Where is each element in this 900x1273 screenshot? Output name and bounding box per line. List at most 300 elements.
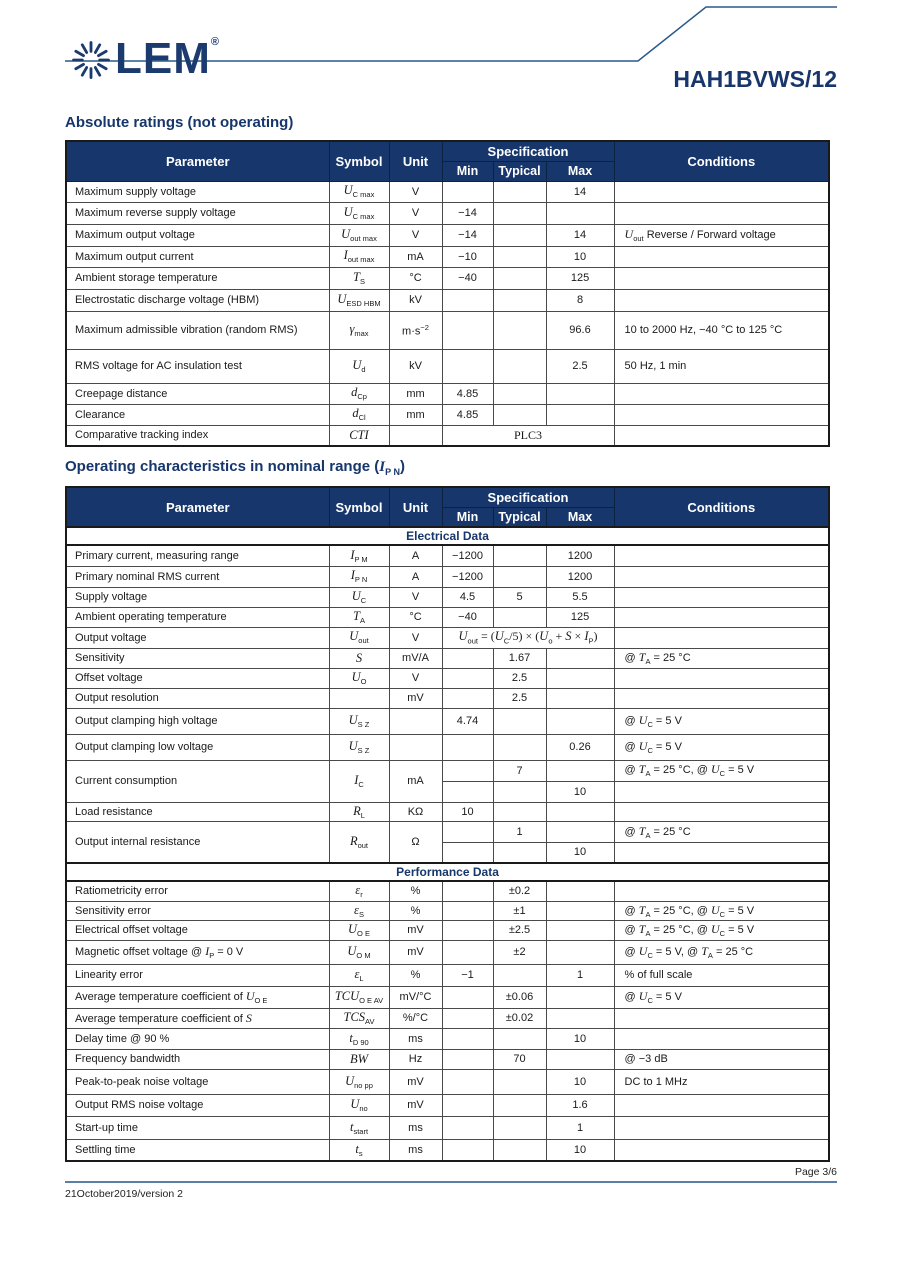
conditions-cell: 50 Hz, 1 min (614, 349, 829, 383)
typical-cell (493, 964, 546, 986)
max-cell: 0.26 (546, 734, 614, 760)
conditions-cell (614, 566, 829, 587)
max-cell (546, 821, 614, 842)
min-cell: 4.5 (442, 587, 493, 607)
section-row (66, 527, 829, 545)
symbol-cell: $t_s$ (329, 1139, 389, 1161)
conditions-cell: @ $U_C = 5$ V (614, 986, 829, 1008)
unit-cell: V (389, 627, 442, 648)
table-row (66, 1049, 829, 1069)
table-row (66, 566, 829, 587)
param-cell: Comparative tracking index (66, 425, 329, 446)
table-row (66, 246, 829, 267)
min-cell (442, 881, 493, 901)
param-cell: Electrical offset voltage (66, 920, 329, 940)
symbol-cell: $U_C$ (329, 587, 389, 607)
typical-cell (493, 383, 546, 404)
typical-cell (493, 781, 546, 802)
unit-cell: V (389, 587, 442, 607)
lem-logo (67, 36, 219, 84)
unit-cell: mV/°C (389, 986, 442, 1008)
typical-cell: ±2 (493, 940, 546, 964)
registered-mark: ® (210, 36, 219, 48)
section-title-operating-characteristics: Operating characteristics in nominal range $(I_{P N})$ (65, 458, 405, 477)
min-cell (442, 1116, 493, 1139)
table-row (66, 587, 829, 607)
symbol-cell: $\gamma_{max}$ (329, 311, 389, 349)
symbol-cell: $U_{out}$ (329, 627, 389, 648)
max-cell: 14 (546, 224, 614, 246)
typical-cell (493, 311, 546, 349)
symbol-cell: $t_{start}$ (329, 1116, 389, 1139)
col-header-symbol: Symbol (329, 141, 389, 181)
conditions-cell: @ $T_A = 25$ °C (614, 821, 829, 842)
col-header-typical: Typical (493, 161, 546, 181)
typical-cell: ±1 (493, 901, 546, 920)
conditions-cell: @ −3 dB (614, 1049, 829, 1069)
unit-cell: A (389, 545, 442, 566)
conditions-cell (614, 1094, 829, 1116)
max-cell (546, 668, 614, 688)
conditions-cell: @ $T_A = 25$ °C, @ $U_C = 5$ V (614, 760, 829, 781)
min-cell: 4.85 (442, 404, 493, 425)
table-row (66, 404, 829, 425)
conditions-cell (614, 383, 829, 404)
table-row (66, 920, 829, 940)
conditions-cell (614, 842, 829, 863)
conditions-cell (614, 1116, 829, 1139)
version-text: 21October2019/version 2 (65, 1188, 183, 1201)
min-cell (442, 1049, 493, 1069)
min-cell (442, 760, 493, 781)
min-cell (442, 920, 493, 940)
col-header-min: Min (442, 507, 493, 527)
min-cell (442, 821, 493, 842)
max-cell: 10 (546, 1028, 614, 1049)
typical-cell: 1.67 (493, 648, 546, 668)
max-cell (546, 688, 614, 708)
col-header-typical: Typical (493, 507, 546, 527)
max-cell (546, 986, 614, 1008)
max-cell: 125 (546, 267, 614, 289)
min-cell (442, 940, 493, 964)
typical-cell (493, 246, 546, 267)
unit-cell: kV (389, 289, 442, 311)
col-header-parameter: Parameter (66, 141, 329, 181)
symbol-cell: $U_{C max}$ (329, 202, 389, 224)
table-row (66, 901, 829, 920)
table-header (66, 141, 829, 181)
symbol-cell: $t_{D 90}$ (329, 1028, 389, 1049)
table-row (66, 688, 829, 708)
conditions-cell (614, 1028, 829, 1049)
table-row (66, 1139, 829, 1161)
min-cell: 4.74 (442, 708, 493, 734)
table-row (66, 224, 829, 246)
symbol-cell: $I_C$ (329, 760, 389, 802)
table-row (66, 1008, 829, 1028)
min-cell: −10 (442, 246, 493, 267)
param-cell: Output clamping low voltage (66, 734, 329, 760)
param-cell: Primary nominal RMS current (66, 566, 329, 587)
max-cell (546, 1008, 614, 1028)
max-cell (546, 1049, 614, 1069)
symbol-cell: $I_{P N}$ (329, 566, 389, 587)
symbol-cell: CTI (329, 425, 389, 446)
symbol-cell: $\varepsilon_L$ (329, 964, 389, 986)
unit-cell: V (389, 181, 442, 202)
col-header-symbol: Symbol (329, 487, 389, 527)
symbol-cell: $d_{Cp}$ (329, 383, 389, 404)
unit-cell: % (389, 881, 442, 901)
section-row (66, 863, 829, 881)
table-row (66, 964, 829, 986)
unit-cell (389, 425, 442, 446)
symbol-cell: $I_{P M}$ (329, 545, 389, 566)
typical-cell (493, 842, 546, 863)
table-row (66, 627, 829, 648)
param-cell: Ambient operating temperature (66, 607, 329, 627)
max-cell: 96.6 (546, 311, 614, 349)
symbol-cell: BW (329, 1049, 389, 1069)
min-cell (442, 688, 493, 708)
symbol-cell: $U_{ESD HBM}$ (329, 289, 389, 311)
param-cell: Peak-to-peak noise voltage (66, 1069, 329, 1094)
conditions-cell (614, 404, 829, 425)
typical-cell (493, 267, 546, 289)
unit-cell: °C (389, 607, 442, 627)
col-header-max: Max (546, 161, 614, 181)
max-cell (546, 760, 614, 781)
conditions-cell (614, 781, 829, 802)
min-cell: −1 (442, 964, 493, 986)
unit-cell: ms (389, 1139, 442, 1161)
param-cell: Primary current, measuring range (66, 545, 329, 566)
typical-cell (493, 734, 546, 760)
min-cell: −1200 (442, 566, 493, 587)
unit-cell: mm (389, 404, 442, 425)
min-cell: 4.85 (442, 383, 493, 404)
conditions-cell (614, 246, 829, 267)
table-absolute-ratings (65, 140, 830, 447)
param-cell: Output clamping high voltage (66, 708, 329, 734)
typical-cell (493, 545, 546, 566)
lem-logo-text: LEM (115, 34, 211, 83)
conditions-cell: % of full scale (614, 964, 829, 986)
param-cell: Maximum admissible vibration (random RMS) (66, 311, 329, 349)
unit-cell: $m\cdot s^{-2}$ (389, 311, 442, 349)
table-operating-characteristics (65, 486, 830, 1162)
param-cell: Output voltage (66, 627, 329, 648)
table-row (66, 1028, 829, 1049)
unit-cell: mV (389, 688, 442, 708)
param-cell: Load resistance (66, 802, 329, 821)
min-cell (442, 1094, 493, 1116)
symbol-cell: $TCS_{AV}$ (329, 1008, 389, 1028)
max-cell (546, 648, 614, 668)
min-cell (442, 648, 493, 668)
symbol-cell: S (329, 648, 389, 668)
conditions-cell (614, 587, 829, 607)
typical-cell: 7 (493, 760, 546, 781)
param-cell: Delay time @ 90 % (66, 1028, 329, 1049)
table-row (66, 881, 829, 901)
min-cell: −1200 (442, 545, 493, 566)
typical-cell (493, 1116, 546, 1139)
conditions-cell (614, 1008, 829, 1028)
max-cell: 10 (546, 246, 614, 267)
max-cell: 1.6 (546, 1094, 614, 1116)
conditions-cell: @ $U_C = 5$ V (614, 708, 829, 734)
table-row (66, 802, 829, 821)
symbol-cell: $U_{S Z}$ (329, 708, 389, 734)
table-row (66, 760, 829, 781)
symbol-cell: $I_{out max}$ (329, 246, 389, 267)
param-cell: Output internal resistance (66, 821, 329, 863)
conditions-cell: 10 to 2000 Hz, −40 °C to 125 °C (614, 311, 829, 349)
symbol-cell (329, 688, 389, 708)
unit-cell: V (389, 668, 442, 688)
table-body (66, 181, 829, 446)
symbol-cell: $U_{O E}$ (329, 920, 389, 940)
symbol-cell: $U_{O M}$ (329, 940, 389, 964)
max-cell: 1 (546, 1116, 614, 1139)
unit-cell: mV/A (389, 648, 442, 668)
page-footer (65, 1166, 837, 1200)
typical-cell (493, 404, 546, 425)
table-header (66, 487, 829, 527)
unit-cell: mA (389, 246, 442, 267)
max-cell (546, 901, 614, 920)
unit-cell (389, 708, 442, 734)
typical-cell: ±0.06 (493, 986, 546, 1008)
symbol-cell: $U_O$ (329, 668, 389, 688)
col-header-conditions: Conditions (614, 487, 829, 527)
conditions-cell (614, 202, 829, 224)
section-title-absolute-ratings: Absolute ratings (not operating) (65, 114, 294, 131)
typical-cell: 2.5 (493, 668, 546, 688)
table-row (66, 708, 829, 734)
typical-cell: 1 (493, 821, 546, 842)
conditions-cell (614, 545, 829, 566)
col-header-specification: Specification (442, 487, 614, 507)
table-row (66, 1069, 829, 1094)
table-row (66, 383, 829, 404)
col-header-unit: Unit (389, 141, 442, 181)
unit-cell: kV (389, 349, 442, 383)
min-cell (442, 986, 493, 1008)
param-cell: Magnetic offset voltage @ $I_P = 0$ V (66, 940, 329, 964)
typical-cell: ±2.5 (493, 920, 546, 940)
unit-cell: mV (389, 1094, 442, 1116)
max-cell: 1200 (546, 566, 614, 587)
symbol-cell: $R_{out}$ (329, 821, 389, 863)
symbol-cell: $U_d$ (329, 349, 389, 383)
unit-cell: KΩ (389, 802, 442, 821)
conditions-cell (614, 267, 829, 289)
section-label: Electrical Data (66, 527, 829, 545)
col-header-unit: Unit (389, 487, 442, 527)
spec-span-cell: PLC3 (442, 425, 614, 446)
max-cell (546, 940, 614, 964)
max-cell: 1200 (546, 545, 614, 566)
conditions-cell (614, 881, 829, 901)
table-row (66, 267, 829, 289)
max-cell (546, 708, 614, 734)
min-cell (442, 1069, 493, 1094)
typical-cell (493, 181, 546, 202)
param-cell: Maximum output voltage (66, 224, 329, 246)
conditions-cell: @ $T_A = 25$ °C, @ $U_C = 5$ V (614, 901, 829, 920)
min-cell (442, 349, 493, 383)
max-cell: 2.5 (546, 349, 614, 383)
unit-cell: mV (389, 1069, 442, 1094)
param-cell: Output RMS noise voltage (66, 1094, 329, 1116)
symbol-cell: $U_{S Z}$ (329, 734, 389, 760)
param-cell: Supply voltage (66, 587, 329, 607)
col-header-min: Min (442, 161, 493, 181)
min-cell: −40 (442, 267, 493, 289)
conditions-cell: @ $U_C = 5$ V, @ $T_A = 25$ °C (614, 940, 829, 964)
unit-cell: mm (389, 383, 442, 404)
table-body (66, 527, 829, 1161)
param-cell: Maximum reverse supply voltage (66, 202, 329, 224)
max-cell: 14 (546, 181, 614, 202)
min-cell (442, 781, 493, 802)
max-cell: 10 (546, 781, 614, 802)
param-cell: Current consumption (66, 760, 329, 802)
table-row (66, 181, 829, 202)
max-cell (546, 881, 614, 901)
typical-cell (493, 566, 546, 587)
symbol-cell: $U_{no}$ (329, 1094, 389, 1116)
col-header-specification: Specification (442, 141, 614, 161)
table-row (66, 349, 829, 383)
min-cell (442, 1139, 493, 1161)
table-row (66, 648, 829, 668)
symbol-cell: $T_S$ (329, 267, 389, 289)
max-cell: 8 (546, 289, 614, 311)
max-cell: 5.5 (546, 587, 614, 607)
footer-rule (65, 1181, 837, 1183)
table-row (66, 821, 829, 842)
symbol-cell: $TCU_{O E AV}$ (329, 986, 389, 1008)
min-cell (442, 1008, 493, 1028)
symbol-cell: $\varepsilon_r$ (329, 881, 389, 901)
max-cell (546, 383, 614, 404)
min-cell: −14 (442, 224, 493, 246)
param-cell: Ambient storage temperature (66, 267, 329, 289)
table-row (66, 425, 829, 446)
param-cell: RMS voltage for AC insulation test (66, 349, 329, 383)
table-row (66, 940, 829, 964)
unit-cell: ms (389, 1028, 442, 1049)
table-row (66, 1116, 829, 1139)
min-cell (442, 289, 493, 311)
param-cell: Electrostatic discharge voltage (HBM) (66, 289, 329, 311)
typical-cell: ±0.02 (493, 1008, 546, 1028)
min-cell (442, 668, 493, 688)
max-cell: 10 (546, 842, 614, 863)
symbol-cell: $U_{C max}$ (329, 181, 389, 202)
max-cell (546, 920, 614, 940)
unit-cell: A (389, 566, 442, 587)
param-cell: Average temperature coefficient of $U_{O E}$ (66, 986, 329, 1008)
table-row (66, 202, 829, 224)
param-cell: Maximum supply voltage (66, 181, 329, 202)
conditions-cell (614, 627, 829, 648)
page-header (65, 0, 837, 97)
unit-cell: ms (389, 1116, 442, 1139)
symbol-cell: $d_{Cl}$ (329, 404, 389, 425)
table-row (66, 289, 829, 311)
conditions-cell (614, 802, 829, 821)
symbol-cell: $\varepsilon_S$ (329, 901, 389, 920)
min-cell: 10 (442, 802, 493, 821)
param-cell: Offset voltage (66, 668, 329, 688)
param-cell: Average temperature coefficient of S (66, 1008, 329, 1028)
table-row (66, 668, 829, 688)
param-cell: Start-up time (66, 1116, 329, 1139)
unit-cell: %/°C (389, 1008, 442, 1028)
unit-cell: °C (389, 267, 442, 289)
max-cell: 10 (546, 1069, 614, 1094)
param-cell: Frequency bandwidth (66, 1049, 329, 1069)
symbol-cell: $U_{out max}$ (329, 224, 389, 246)
table-row (66, 545, 829, 566)
typical-cell: 70 (493, 1049, 546, 1069)
section-label: Performance Data (66, 863, 829, 881)
param-cell: Linearity error (66, 964, 329, 986)
unit-cell: V (389, 224, 442, 246)
min-cell: −14 (442, 202, 493, 224)
symbol-cell: $T_A$ (329, 607, 389, 627)
max-cell (546, 202, 614, 224)
min-cell: −40 (442, 607, 493, 627)
conditions-cell (614, 668, 829, 688)
page-content (65, 0, 837, 1200)
unit-cell: mV (389, 940, 442, 964)
page-number: Page 3/6 (794, 1166, 837, 1179)
param-cell: Clearance (66, 404, 329, 425)
unit-cell: Ω (389, 821, 442, 863)
table-row (66, 311, 829, 349)
unit-cell: V (389, 202, 442, 224)
conditions-cell (614, 688, 829, 708)
col-header-parameter: Parameter (66, 487, 329, 527)
unit-cell: % (389, 964, 442, 986)
unit-cell: % (389, 901, 442, 920)
min-cell (442, 181, 493, 202)
min-cell (442, 901, 493, 920)
conditions-cell: $U_{out}$ Reverse / Forward voltage (614, 224, 829, 246)
table-row (66, 734, 829, 760)
param-cell: Settling time (66, 1139, 329, 1161)
max-cell: 125 (546, 607, 614, 627)
table-row (66, 1094, 829, 1116)
typical-cell (493, 802, 546, 821)
col-header-max: Max (546, 507, 614, 527)
param-cell: Sensitivity error (66, 901, 329, 920)
max-cell: 1 (546, 964, 614, 986)
symbol-cell: $R_L$ (329, 802, 389, 821)
param-cell: Sensitivity (66, 648, 329, 668)
table-row (66, 986, 829, 1008)
conditions-cell (614, 425, 829, 446)
min-cell (442, 311, 493, 349)
conditions-cell: @ $T_A = 25$ °C (614, 648, 829, 668)
table-row (66, 607, 829, 627)
